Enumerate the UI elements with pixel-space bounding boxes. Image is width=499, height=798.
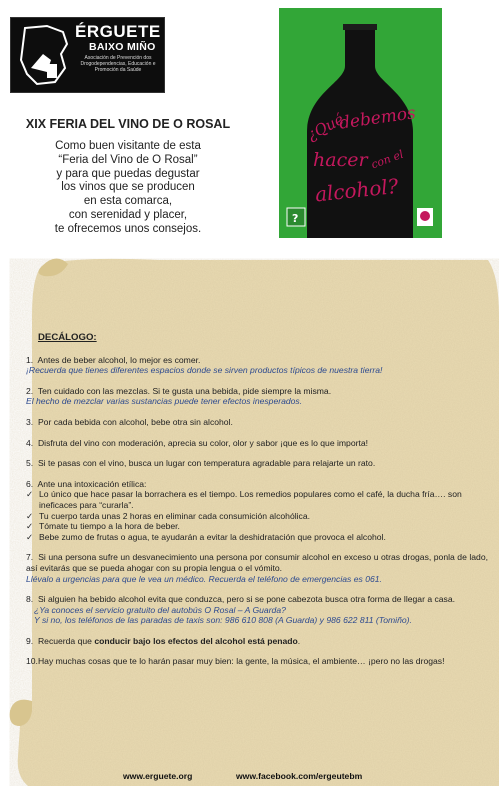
logo-name: ÉRGUETE [75, 22, 161, 41]
feria-title: XIX FERIA DEL VINO DE O ROSAL [25, 117, 231, 131]
intro-line: “Feria del Vino de O Rosal” [58, 153, 198, 166]
item-text: . [297, 635, 301, 646]
item-highlight: Llévalo a urgencias para que le vea un médico. Recuerda el teléfono de emergencias es 061. [26, 573, 382, 584]
poster-line-4: con el [369, 147, 406, 172]
intro-line: Como buen visitante de esta [55, 140, 201, 152]
svg-text:?: ? [292, 212, 299, 225]
item-number: 9. [26, 635, 34, 646]
intro-line: los vinos que se producen [61, 181, 195, 194]
item-text: Si alguien ha bebido alcohol evita que conduzca, pero si se pone cabezota busca otra forma de llegar a casa. [37, 594, 456, 605]
item-text: Ten cuidado con las mezclas. Si te gusta una bebida, pide siempre la misma. [37, 385, 332, 396]
item-number: 1. [26, 354, 34, 365]
item-text: Por cada bebida con alcohol, bebe otra sin alcohol. [37, 416, 233, 427]
list-item [26, 386, 488, 407]
list-item [26, 552, 488, 584]
list-item [26, 594, 488, 626]
item-text: Si te pasas con el vino, busca un lugar con temperatura agradable para relajarte un rato. [37, 458, 376, 469]
item-number: 8. [26, 594, 34, 605]
item-highlight: El hecho de mezclar varias sustancias puede tener efectos inesperados. [26, 396, 303, 407]
poster-line-5: alcohol? [313, 173, 400, 207]
list-item [26, 458, 488, 469]
logo-region: BAIXO MIÑO [89, 41, 156, 53]
list-item [26, 656, 488, 667]
item-text-bold: conducir bajo los efectos del alcohol está penado [94, 635, 298, 646]
item-number: 2. [26, 385, 34, 396]
list-item [26, 355, 488, 376]
list-item [26, 636, 488, 647]
item-text: Ante una intoxicación etílica: [37, 478, 147, 489]
item-number: 3. [26, 416, 34, 427]
item-number: 6. [26, 478, 34, 489]
poster-line-1: ¿Qué [304, 109, 347, 145]
bullet-list [26, 489, 488, 542]
item-number: 5. [26, 458, 34, 469]
logo-subtitle: Asociación de Prevención dos Drogodependencias, Educación e Promoción da Saúde [80, 55, 156, 73]
map-icon [17, 24, 71, 86]
item-text: Recuerda que [37, 635, 95, 646]
list-item [26, 479, 488, 543]
item-text: Hay muchas cosas que te lo harán pasar muy bien: la gente, la música, el ambiente… ¡pero no las drogas! [37, 656, 445, 667]
decalogo-title: DECÁLOGO: [38, 332, 97, 343]
item-text: Antes de beber alcohol, lo mejor es comer. [37, 354, 201, 365]
intro-text [0, 140, 256, 237]
intro-line: te ofrecemos unos consejos. [54, 222, 202, 235]
check-bullet: ✓ Bebe zumo de frutas o agua, te ayudarán a evitar la deshidratación que provoca el alcohol. [26, 532, 488, 543]
item-text: Si una persona sufre un desvanecimiento una persona por consumir alcohol en exceso u otras drogas, ponla de lado, así evitarás que se pueda ahogar con su propia lengua o el vómito. [26, 552, 489, 573]
poster-image [279, 8, 442, 238]
list-item [26, 417, 488, 428]
poster-line-2: debemos [337, 103, 417, 134]
website-link[interactable]: www.erguete.org [123, 771, 193, 781]
check-bullet: ✓ Lo único que hace pasar la borrachera es el tiempo. Los remedios populares como el café, la ducha fría…. son ineficaces para “curarla”. [26, 489, 488, 510]
item-text: Disfruta del vino con moderación, aprecia su color, olor y sabor ¡que es lo que importa! [37, 437, 369, 448]
decalogo-content [26, 333, 488, 677]
item-number: 4. [26, 437, 34, 448]
item-highlight: ¿Ya conoces el servicio gratuito del autobús O Rosal – A Guarda? [34, 604, 286, 615]
check-bullet: ✓ Tu cuerpo tarda unas 2 horas en eliminar cada consumición alcohólica. [26, 511, 488, 522]
check-bullet: ✓ Tómate tu tiempo a la hora de beber. [26, 521, 488, 532]
erguete-logo [10, 17, 165, 93]
facebook-link[interactable]: www.facebook.com/ergeutebm [236, 771, 363, 781]
poster-line-3: hacer [313, 149, 368, 171]
item-number: 10. [26, 656, 38, 667]
item-number: 7. [26, 552, 34, 563]
intro-line: y para que puedas degustar [56, 167, 200, 180]
intro-line: con serenidad y placer, [68, 208, 188, 221]
item-highlight: ¡Recuerda que tienes diferentes espacios donde se sirven productos típicos de nuestra tierra! [26, 365, 383, 376]
intro-line: en esta comarca, [83, 195, 173, 208]
item-highlight: Y si no, los teléfonos de las paradas de taxis son: 986 610 808 (A Guarda) y 986 622 811 (Tomiño). [34, 615, 412, 626]
list-item [26, 438, 488, 449]
